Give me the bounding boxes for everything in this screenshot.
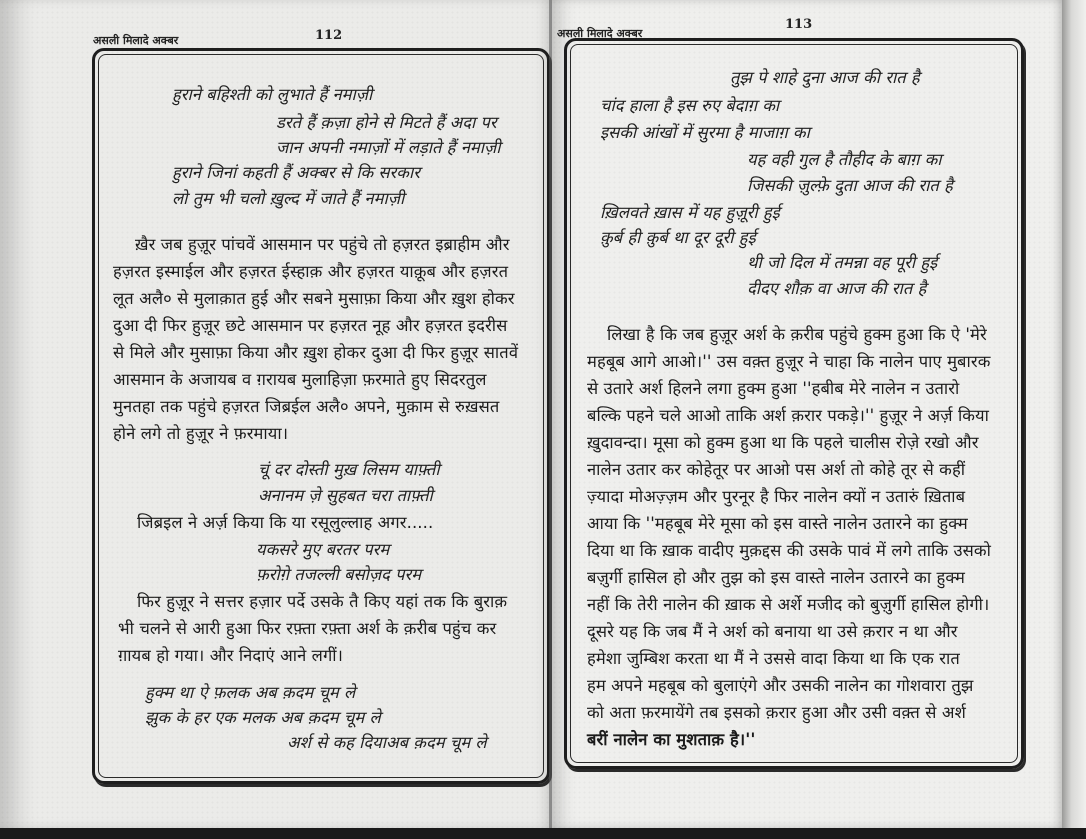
prose-line: नालेन उतार कर कोहेतूर पर आओ पस अर्श तो कोहे तूर से कहीं <box>587 460 966 479</box>
verse-line: हुराने बहिश्ती को लुभाते हैं नमाज़ी <box>172 85 373 104</box>
verse-line: यकसरे मुए बरतर परम <box>256 540 390 559</box>
verse-line: जान अपनी नमाज़ों में लड़ाते हैं नमाज़ी <box>276 138 501 157</box>
prose-line: हज़रत इस्माईल और हज़रत ईस्हाक़ और हज़रत याक़ूब और हज़रत <box>113 262 509 281</box>
prose-line: आया कि ''महबूब मेरे मूसा को इस वास्ते नालेन उतारने का हुक्म <box>587 514 968 533</box>
prose-line: दिया था कि ख़ाक वादीए मुक़द्दस की उसके पावं में लगे ताकि उसको <box>587 541 991 560</box>
prose-line: भी चलने से आरी हुआ फिर रफ़्ता रफ़्ता अर्श के क़रीब पहुंच कर <box>118 619 497 638</box>
verse-line: यह वही गुल है तौहीद के बाग़ का <box>747 150 942 169</box>
verse-line: दीदए शौक़ वा आज की रात है <box>747 279 927 298</box>
prose-line: ज़्यादा मोअज़्ज़म और पुरनूर है फिर नालेन क्यों न उतारुं ख़िताब <box>587 487 966 506</box>
running-head: असली मिलादे अक्बर <box>557 27 643 40</box>
verse-line: हुराने जिनां कहती हैं अक्बर से कि सरकार <box>172 163 420 182</box>
verse-line: इसकी आंखों में सुरमा है माजाग़ का <box>600 123 810 142</box>
scan-bottom-border <box>0 828 1086 839</box>
verse-line: डरते हैं क़ज़ा होने से मिटते हैं अदा पर <box>276 113 497 132</box>
prose-line: से उतारे अर्श हिलने लगा हुक्म हुआ ''हबीब मेरे नालेन न उतारो <box>587 379 960 398</box>
prose-line: लिखा है कि जब हुज़ूर अर्श के क़रीब पहुंचे हुक्म हुआ कि ऐ 'मेरे <box>607 325 987 344</box>
prose-line: ख़ुदावन्दा। मूसा को हुक्म हुआ था कि पहले चालीस रोज़े रखो और <box>587 433 979 452</box>
prose-line: दूसरे यह कि जब मैं ने अर्श को बनाया था उसे क़रार न था और <box>587 622 958 641</box>
prose-line: फिर हुज़ूर ने सत्तर हज़ार पर्दे उसके तै किए यहां तक कि बुराक़ <box>137 592 508 611</box>
verse-line: फ़रोग़े तजल्ली बसोज़द परम <box>256 565 422 584</box>
verse-line: अनानम ज़े सुहबत चरा ताफ़्ती <box>258 486 433 505</box>
prose-line: आसमान के अजायब व ग़रायब मुलाहिज़ा फ़रमाते हुए सिदरतुल <box>113 370 487 389</box>
prose-line: को अता फ़रमायेंगे तब इसको क़रार हुआ और उसी वक़्त से अर्श <box>587 703 966 722</box>
prose-line: मुनतहा तक पहुंचे हज़रत जिब्रईल अलै० अपने, मुक़ाम से रुख़सत <box>113 397 500 416</box>
prose-line: लूत अलै० से मुलाक़ात हुई और सबने मुसाफ़ा किया और ख़ुश होकर <box>113 289 515 308</box>
prose-line: दुआ दी फिर हुज़ूर छटे आसमान पर हज़रत नूह और हज़रत इदरीस <box>113 316 508 335</box>
prose-line: ग़ायब हो गया। और निदाएं आने लगीं। <box>118 646 343 665</box>
prose-line: होने लगे तो हुज़ूर ने फ़रमाया। <box>113 424 289 443</box>
prose-line: ख़ैर जब हुज़ूर पांचवें आसमान पर पहुंचे तो हज़रत इब्राहीम और <box>135 235 510 254</box>
verse-line: क़ुर्ब ही क़ुर्ब था दूर दूरी हुई <box>600 228 756 247</box>
verse-line: चांद हाला है इस रुए बेदाग़ का <box>600 96 780 115</box>
prose-line: बरीं नालेन का मुशताक़ है।'' <box>587 730 756 749</box>
page-number: 112 <box>315 28 343 43</box>
running-head: असली मिलादे अक्बर <box>93 34 179 47</box>
right-page <box>552 0 1062 828</box>
prose-line: महबूब आगे आओ।'' उस वक़्त हुज़ूर ने चाहा कि नालेन पाए मुबारक <box>587 352 991 371</box>
prose-line: हम अपने महबूब को बुलाएंगे और उसकी नालेन का गोशवारा तुझ <box>587 676 974 695</box>
verse-line: झुक के हर एक मलक अब क़दम चूम ले <box>145 708 381 727</box>
verse-line: थी जो दिल में तमन्ना वह पूरी हुई <box>747 253 938 272</box>
verse-line: जिसकी ज़ुल्फ़े दुता आज की रात है <box>747 176 953 195</box>
verse-line: ख़िलवते ख़ास में यह हुज़ूरी हुई <box>600 203 780 222</box>
prose-line: नहीं कि तेरी नालेन की ख़ाक से अर्शे मजीद को बुज़ुर्गी हासिल होगी। <box>587 595 990 614</box>
page-number: 113 <box>785 17 813 32</box>
prose-line: जिब्रइल ने अर्ज़ किया कि या रसूलुल्लाह अगर..... <box>137 513 434 532</box>
verse-line: तुझ पे शाहे दुना आज की रात है <box>730 68 920 87</box>
prose-line: बज़ुर्गी हासिल हो और तुझ को इस वास्ते नालेन उतारने का हुक्म <box>587 568 965 587</box>
verse-line: चूं दर दोस्ती मुख़ लिसम याफ़्ती <box>258 460 440 479</box>
verse-line: अर्श से कह दियाअब क़दम चूम ले <box>287 733 487 752</box>
prose-line: बल्कि पहने चले आओ ताकि अर्श क़रार पकड़े।'' हुज़ूर ने अर्ज़ किया <box>587 406 989 425</box>
prose-line: से मिले और मुसाफ़ा किया और ख़ुश होकर दुआ दी फिर हुज़ूर सातवें <box>113 343 519 362</box>
verse-line: लो तुम भी चलो ख़ुल्द में जाते हैं नमाज़ी <box>172 189 405 208</box>
prose-line: हमेशा जुम्बिश करता था मैं ने उससे वादा किया था कि एक रात <box>587 649 960 668</box>
verse-line: हुक्म था ऐ फ़लक अब क़दम चूम ले <box>145 683 356 702</box>
right-page-edge <box>1062 0 1086 839</box>
